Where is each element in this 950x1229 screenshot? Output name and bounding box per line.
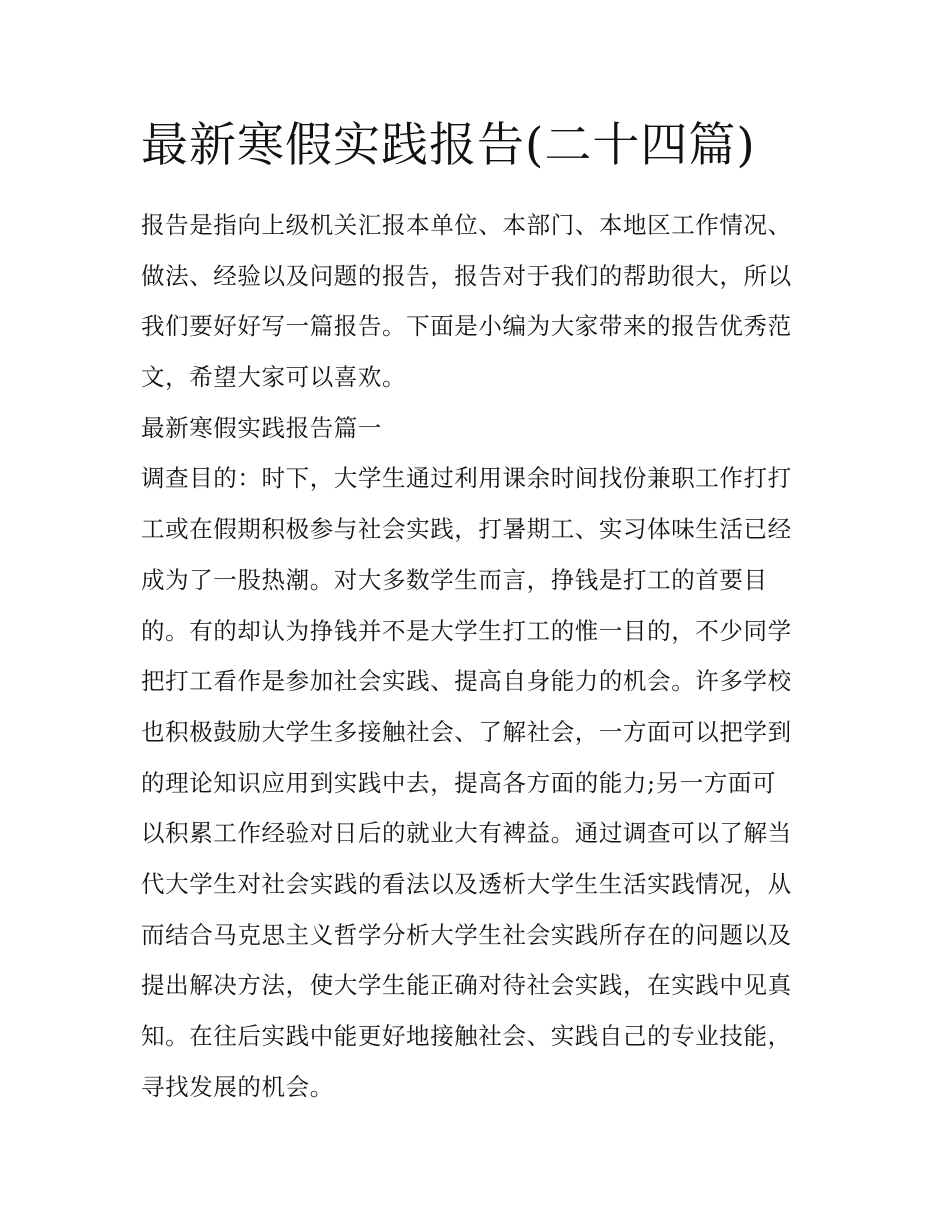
body-line: 以积累工作经验对日后的就业大有裨益。通过调查可以了解当 — [141, 819, 792, 848]
body-line: 工或在假期积极参与社会实践，打暑期工、实习体味生活已经 — [141, 515, 792, 544]
document-title: 最新寒假实践报告(二十四篇) — [141, 118, 756, 173]
body-line: 而结合马克思主义哲学分析大学生社会实践所存在的问题以及 — [141, 920, 792, 949]
intro-line: 做法、经验以及问题的报告，报告对于我们的帮助很大，所以 — [141, 261, 792, 290]
section-heading: 最新寒假实践报告篇一 — [141, 413, 382, 442]
body-line: 的。有的却认为挣钱并不是大学生打工的惟一目的，不少同学 — [141, 616, 792, 645]
intro-line: 报告是指向上级机关汇报本单位、本部门、本地区工作情况、 — [141, 211, 792, 239]
intro-line: 我们要好好写一篇报告。下面是小编为大家带来的报告优秀范 — [141, 312, 792, 341]
body-line: 寻找发展的机会。 — [141, 1072, 334, 1101]
document-body — [141, 200, 821, 1112]
body-line: 知。在往后实践中能更好地接触社会、实践自己的专业技能， — [141, 1022, 792, 1050]
body-line: 调查目的：时下，大学生通过利用课余时间找份兼职工作打打 — [141, 464, 792, 493]
body-line: 代大学生对社会实践的看法以及透析大学生生活实践情况，从 — [141, 869, 792, 898]
body-line: 也积极鼓励大学生多接触社会、了解社会，一方面可以把学到 — [141, 717, 792, 746]
body-line: 的理论知识应用到实践中去，提高各方面的能力;另一方面可 — [141, 768, 777, 797]
body-line: 把打工看作是参加社会实践、提高自身能力的机会。许多学校 — [141, 667, 792, 696]
body-line: 成为了一股热潮。对大多数学生而言，挣钱是打工的首要目 — [141, 565, 768, 594]
intro-line: 文，希望大家可以喜欢。 — [141, 363, 407, 392]
body-line: 提出解决方法，使大学生能正确对待社会实践，在实践中见真 — [141, 971, 792, 1000]
